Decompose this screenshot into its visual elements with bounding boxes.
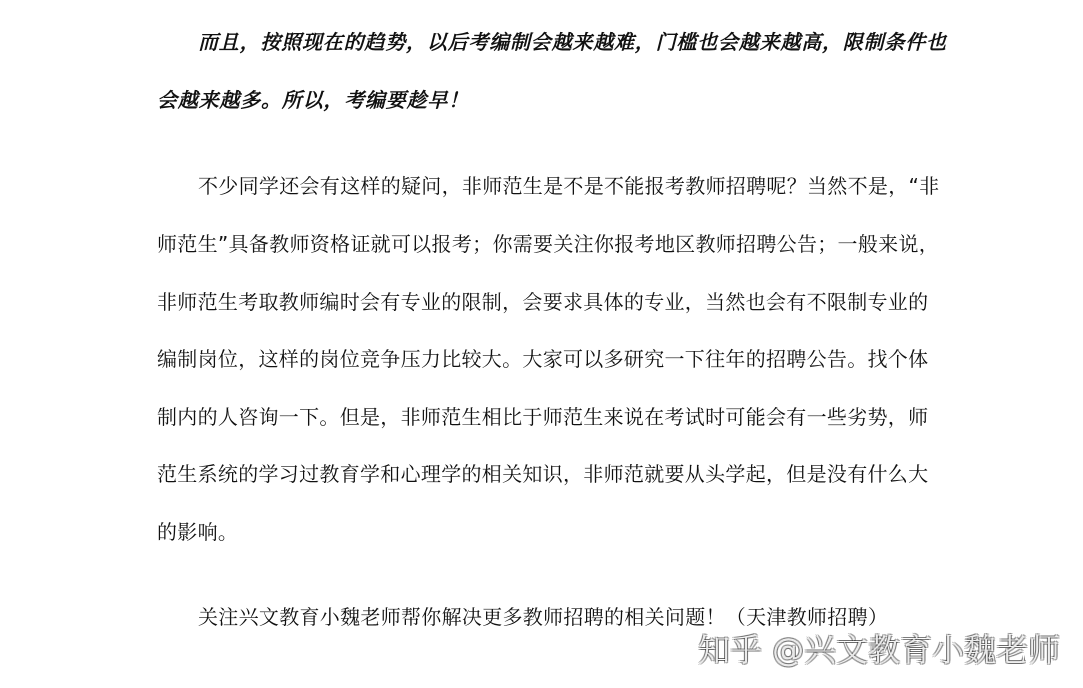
body-line-5: 制内的人咨询一下。但是，非师范生相比于师范生来说在考试时可能会有一些劣势，师 bbox=[157, 405, 929, 429]
body-line-6: 范生系统的学习过教育学和心理学的相关知识，非师范就要从头学起，但是没有什么大 bbox=[157, 462, 929, 486]
watermark-text: 知乎 @兴文教育小魏老师 bbox=[698, 631, 1061, 669]
body-line-2: 师范生”具备教师资格证就可以报考；你需要关注你报考地区教师招聘公告；一般来说， bbox=[157, 232, 940, 256]
emphasis-line-1: 而且，按照现在的趋势，以后考编制会越来越难，门槛也会越来越高，限制条件也 bbox=[198, 30, 947, 54]
body-line-7: 的影响。 bbox=[157, 520, 239, 544]
body-line-1: 不少同学还会有这样的疑问，非师范生是不是不能报考教师招聘呢？当然不是，“非 bbox=[198, 174, 940, 198]
body-line-4: 编制岗位，这样的岗位竞争压力比较大。大家可以多研究一下往年的招聘公告。找个体 bbox=[157, 347, 929, 371]
footer-note: 关注兴文教育小魏老师帮你解决更多教师招聘的相关问题！（天津教师招聘） bbox=[198, 605, 889, 629]
body-line-3: 非师范生考取教师编时会有专业的限制，会要求具体的专业，当然也会有不限制专业的 bbox=[157, 290, 929, 314]
emphasis-line-2: 会越来越多。所以，考编要趁早！ bbox=[157, 88, 469, 112]
